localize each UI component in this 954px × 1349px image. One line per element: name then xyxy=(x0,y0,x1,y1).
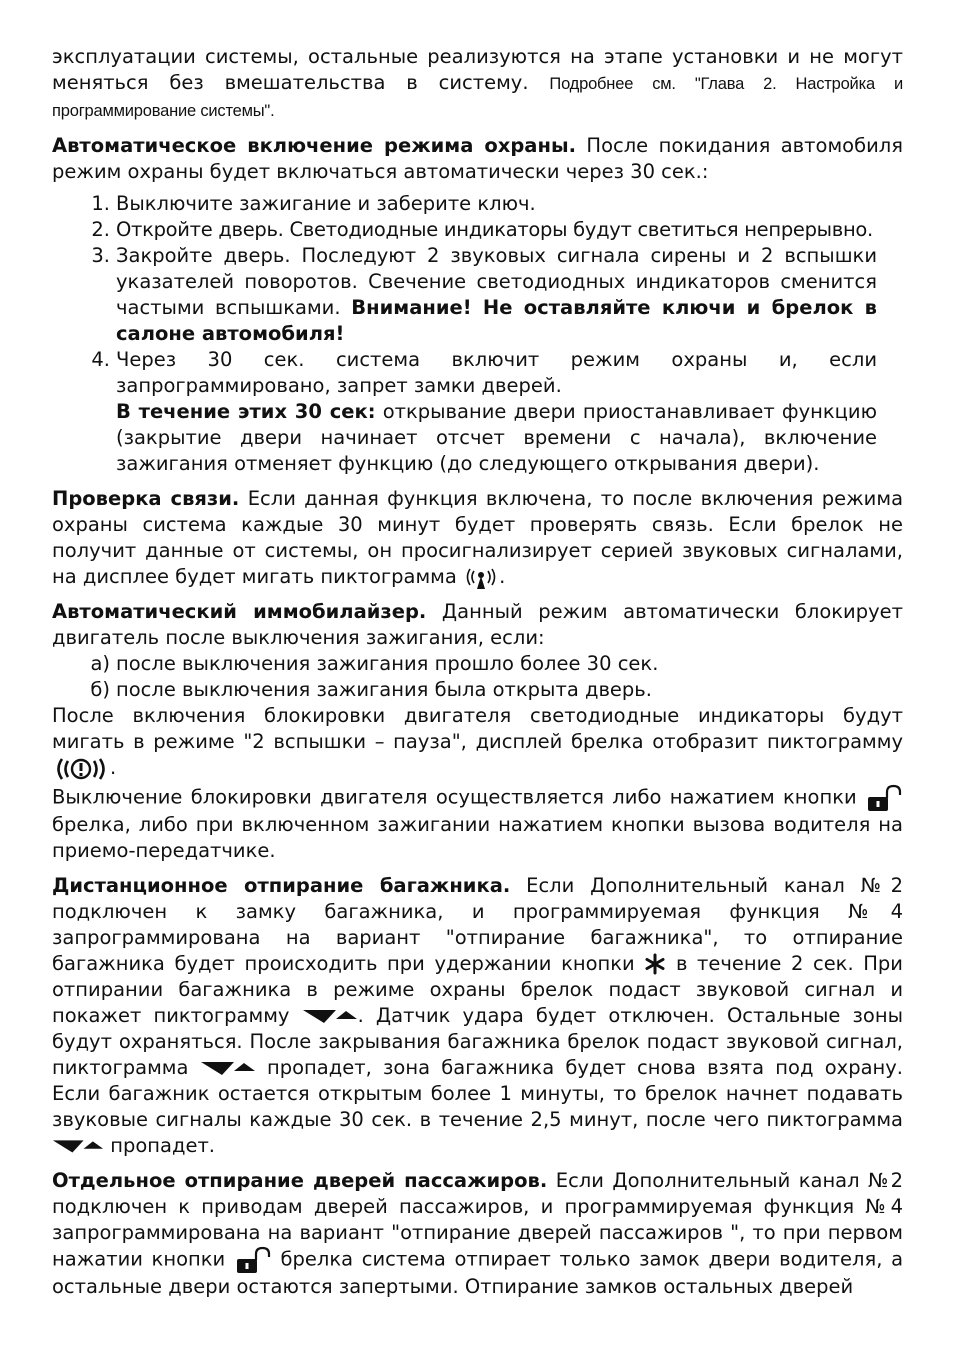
passenger-text-2: брелка система отпирает только замок двери водителя, а остальные двери остаются запертыми. Отпирание замков остальных дверей xyxy=(52,1247,904,1298)
list-number: 2. xyxy=(91,218,110,241)
passenger-text-1: Если Дополнительный канал №2 подключен к приводам дверей пассажиров, и программируемая функция №4 запрограммирована на вариант "отпирание дверей пассажиров ", то при первом нажатии кнопки xyxy=(52,1168,904,1270)
during-text: открывание двери приостанавливает функцию (закрытие двери начинает отсчет времени с начала), включение зажигания отменяет функцию (до следующего открывания двери). xyxy=(116,400,877,475)
link-check-heading: Проверка связи. xyxy=(52,487,240,510)
trunk-text-1: Если Дополнительный канал №2 подключен к замку багажника, и программируемая функция №4 запрограммирована на вариант "отпирание багажника", то отпирание багажника будет происходить при удержании кнопки xyxy=(52,873,903,975)
asterisk-icon xyxy=(644,953,666,975)
auto-arm-paragraph xyxy=(52,133,903,185)
manual-page xyxy=(52,44,903,1300)
list-item xyxy=(52,651,903,677)
immobilizer-disable xyxy=(52,784,903,864)
trunk-open-icon xyxy=(52,1138,104,1154)
immobilizer-disable-text-1: Выключение блокировки двигателя осуществляется либо нажатием кнопки xyxy=(52,785,857,808)
auto-arm-heading: Автоматическое включение режима охраны. xyxy=(52,134,576,157)
intro-note: Подробнее см. "Глава 2. Настройка и программирование системы". xyxy=(52,75,903,120)
trunk-text-5: пропадет. xyxy=(110,1133,215,1157)
immobilizer-disable-text-2: брелка, либо при включенном зажигании нажатием кнопки вызова водителя на приемо-передатчике. xyxy=(52,812,903,862)
warning-text: Внимание! Не оставляйте ключи и брелок в салоне автомобиля! xyxy=(116,296,877,345)
passenger-heading: Отдельное отпирание дверей пассажиров. xyxy=(52,1168,548,1192)
immobilizer-paragraph xyxy=(52,599,903,651)
list-item xyxy=(52,347,903,399)
link-check-text: Если данная функция включена, то после включения режима охраны система каждые 30 минут будет проверять связь. Если брелок не получит данные от системы, он просигнализирует серией звуковых сигналами, на дисплее будет мигать пиктограмма xyxy=(52,487,904,588)
list-text-group xyxy=(116,243,903,347)
list-text: Через 30 сек. система включит режим охраны и, если запрограммировано, запрет замки дверей. xyxy=(116,348,877,397)
intro-paragraph xyxy=(52,44,903,124)
list-number: а) xyxy=(90,652,110,675)
list-text: после выключения зажигания была открыта дверь. xyxy=(116,678,653,701)
list-item xyxy=(52,191,903,217)
during-note xyxy=(52,399,903,477)
trunk-paragraph xyxy=(52,873,903,1159)
trunk-open-icon xyxy=(302,1008,358,1024)
during-label: В течение этих 30 сек: xyxy=(116,400,376,423)
immobilizer-conditions xyxy=(52,651,903,703)
list-text: после выключения зажигания прошло более 30 сек. xyxy=(116,652,659,675)
auto-arm-text: После покидания автомобиля режим охраны будет включаться автоматически через 30 сек.: xyxy=(52,134,903,183)
list-item xyxy=(52,243,903,347)
auto-arm-steps xyxy=(52,191,903,477)
immobilizer-after-text: После включения блокировки двигателя светодиодные индикаторы будут мигать в режиме "2 вспышки – пауза", дисплей брелка отобразит пиктограмму xyxy=(52,704,903,753)
passenger-paragraph xyxy=(52,1168,903,1300)
list-number: 3. xyxy=(91,244,110,267)
list-text: Закройте дверь. Последуют 2 звуковых сигнала сирены и 2 вспышки указателей поворотов. Свечение светодиодных индикаторов сменится частыми вспышками. xyxy=(116,244,877,319)
link-check-end: . xyxy=(499,565,506,588)
list-text: Выключите зажигание и заберите ключ. xyxy=(116,192,536,215)
antenna-icon xyxy=(463,566,499,590)
list-number: 1. xyxy=(91,192,110,215)
trunk-text-4: пропадет, зона багажника будет снова взята под охрану. Если багажник остается открытым более 1 минуты, то брелок начнет подавать звуковые сигналы каждые 30 сек. в течение 2,5 минут, после чего пиктограмма xyxy=(52,1055,904,1131)
list-number: б) xyxy=(90,678,110,701)
immobilizer-text: Данный режим автоматически блокирует двигатель после выключения зажигания, если: xyxy=(52,600,903,649)
list-text: Откройте дверь. Светодиодные индикаторы будут светиться непрерывно. xyxy=(116,218,873,241)
trunk-heading: Дистанционное отпирание багажника. xyxy=(52,873,511,897)
trunk-text-2: в течение 2 сек. При отпирании багажника в режиме охраны брелок подаст звуковой сигнал и покажет пиктограмму xyxy=(52,951,903,1027)
intro-text: эксплуатации системы, остальные реализуются на этапе установки и не могут меняться без вмешательства в систему. xyxy=(52,45,903,94)
immobilizer-after-end: . xyxy=(110,756,117,779)
unlock-icon xyxy=(234,1246,272,1274)
alarm-exclamation-icon xyxy=(52,756,110,782)
list-item xyxy=(52,677,903,703)
trunk-open-icon xyxy=(200,1060,256,1076)
trunk-text-3: . Датчик удара будет отключен. Остальные зоны будут охраняться. После закрывания багажника брелок подаст звуковой сигнал, пиктограмма xyxy=(52,1003,903,1079)
unlock-icon xyxy=(865,784,903,812)
list-item xyxy=(52,217,903,243)
list-number: 4. xyxy=(91,348,110,371)
immobilizer-heading: Автоматический иммобилайзер. xyxy=(52,600,427,623)
link-check-paragraph xyxy=(52,486,903,590)
immobilizer-after xyxy=(52,703,903,782)
